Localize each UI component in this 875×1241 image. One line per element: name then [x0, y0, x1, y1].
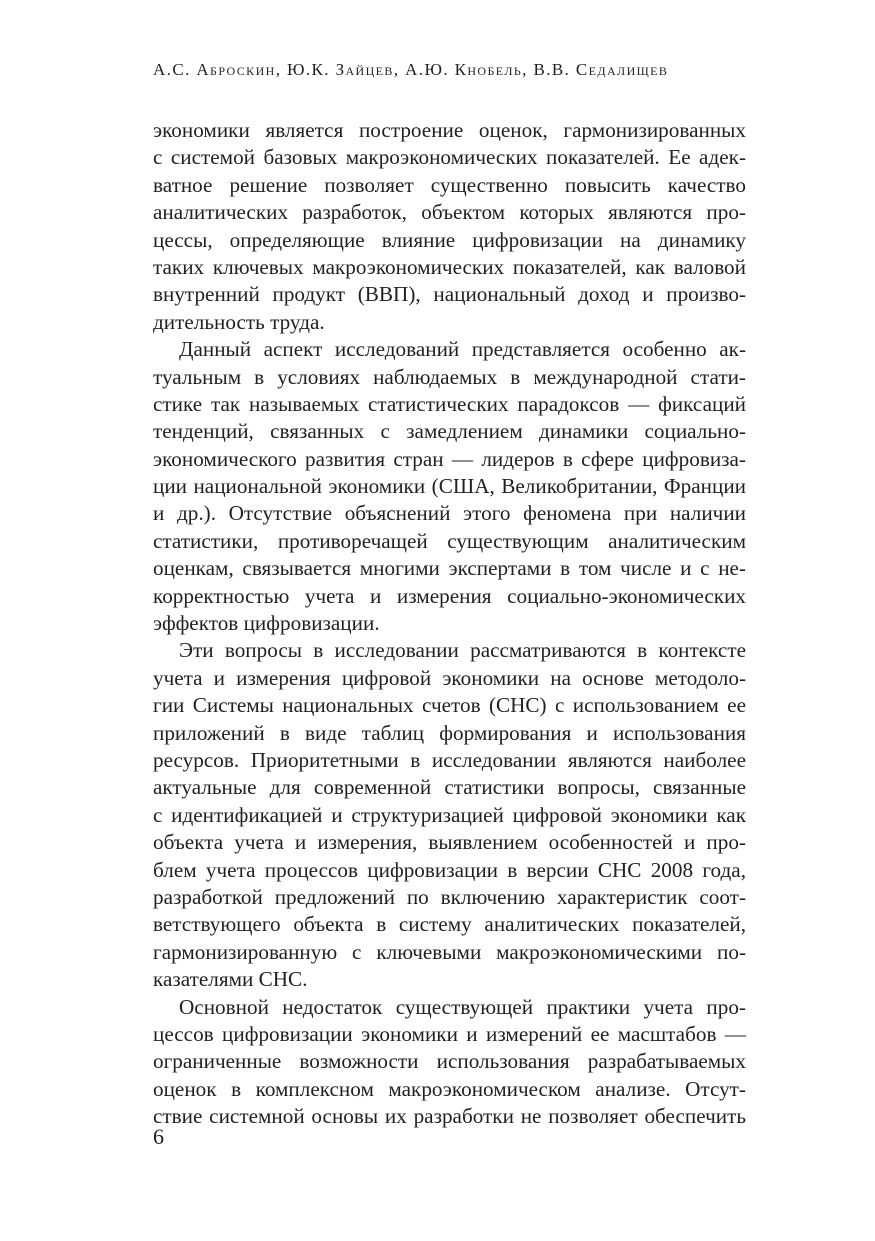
- text-line: таких ключевых макроэкономических показателей, как валовой: [153, 254, 746, 279]
- text-line: Основной недостаток существующей практики учета про-: [179, 994, 746, 1019]
- text-line: разработкой предложений по включению характеристик соот-: [153, 884, 746, 909]
- text-line: с идентификацией и структуризацией цифровой экономики как: [153, 802, 746, 827]
- text-line: экономического развития стран — лидеров в сфере цифровиза-: [153, 446, 746, 471]
- text-line: гии Системы национальных счетов (СНС) с использованием ее: [153, 693, 746, 718]
- text-line: корректностью учета и измерения социально-экономических: [153, 583, 746, 608]
- text-line: объекта учета и измерения, выявлением особенностей и про-: [153, 830, 746, 855]
- text-line: аналитических разработок, объектом которых являются про-: [153, 200, 746, 225]
- text-line: оценок в комплексном макроэкономическом анализе. Отсут-: [153, 1076, 746, 1101]
- text-line: тенденций, связанных с замедлением динамики социально-: [153, 419, 746, 444]
- text-line: дительность труда.: [153, 309, 325, 334]
- text-line: экономики является построение оценок, гармонизированных: [153, 118, 746, 142]
- text-line: ствие системной основы их разработки не позволяет обеспечить: [153, 1104, 746, 1129]
- text-line: Эти вопросы в исследовании рассматриваются в контексте: [179, 638, 746, 663]
- text-line: оценкам, связывается многими экспертами в том числе и с не-: [153, 556, 746, 581]
- text-line: блем учета процессов цифровизации в версии СНС 2008 года,: [153, 857, 746, 882]
- text-line: стике так называемых статистических парадоксов — фиксаций: [153, 391, 746, 416]
- text-line: цессы, определяющие влияние цифровизации на динамику: [153, 227, 746, 252]
- text-line: казателями СНС.: [153, 967, 308, 992]
- text-line: ограниченные возможности использования разрабатываемых: [153, 1049, 746, 1074]
- text-line: учета и измерения цифровой экономики на основе методоло-: [153, 665, 746, 690]
- text-line: туальным в условиях наблюдаемых в международной стати-: [153, 364, 746, 389]
- text-line: и др.). Отсутствие объяснений этого феномена при наличии: [153, 501, 746, 526]
- text-line: эффектов цифровизации.: [153, 611, 380, 636]
- text-line: внутренний продукт (ВВП), национальный доход и произво-: [153, 282, 746, 307]
- text-line: с системой базовых макроэкономических показателей. Ее адек-: [153, 145, 746, 170]
- text-line: Данный аспект исследований представляется особенно ак-: [179, 337, 746, 362]
- text-line: ции национальной экономики (США, Великобритании, Франции: [153, 474, 746, 499]
- text-line: цессов цифровизации экономики и измерений ее масштабов —: [153, 1021, 746, 1046]
- text-line: актуальные для современной статистики вопросы, связанные: [153, 775, 746, 800]
- text-line: гармонизированную с ключевыми макроэкономическими по-: [153, 939, 746, 964]
- text-line: статистики, противоречащей существующим аналитическим: [153, 528, 746, 553]
- running-header: А.С. Аброскин, Ю.К. Зайцев, А.Ю. Кнобель, В.В. Седалищев: [153, 60, 669, 79]
- text-line: ватное решение позволяет существенно повысить качество: [153, 172, 746, 197]
- body-text: [153, 117, 746, 1130]
- text-line: ресурсов. Приоритетными в исследовании являются наиболее: [153, 747, 746, 772]
- text-line: ветствующего объекта в систему аналитических показателей,: [153, 912, 746, 937]
- page-number: 6: [153, 1124, 164, 1149]
- text-line: приложений в виде таблиц формирования и использования: [153, 720, 746, 745]
